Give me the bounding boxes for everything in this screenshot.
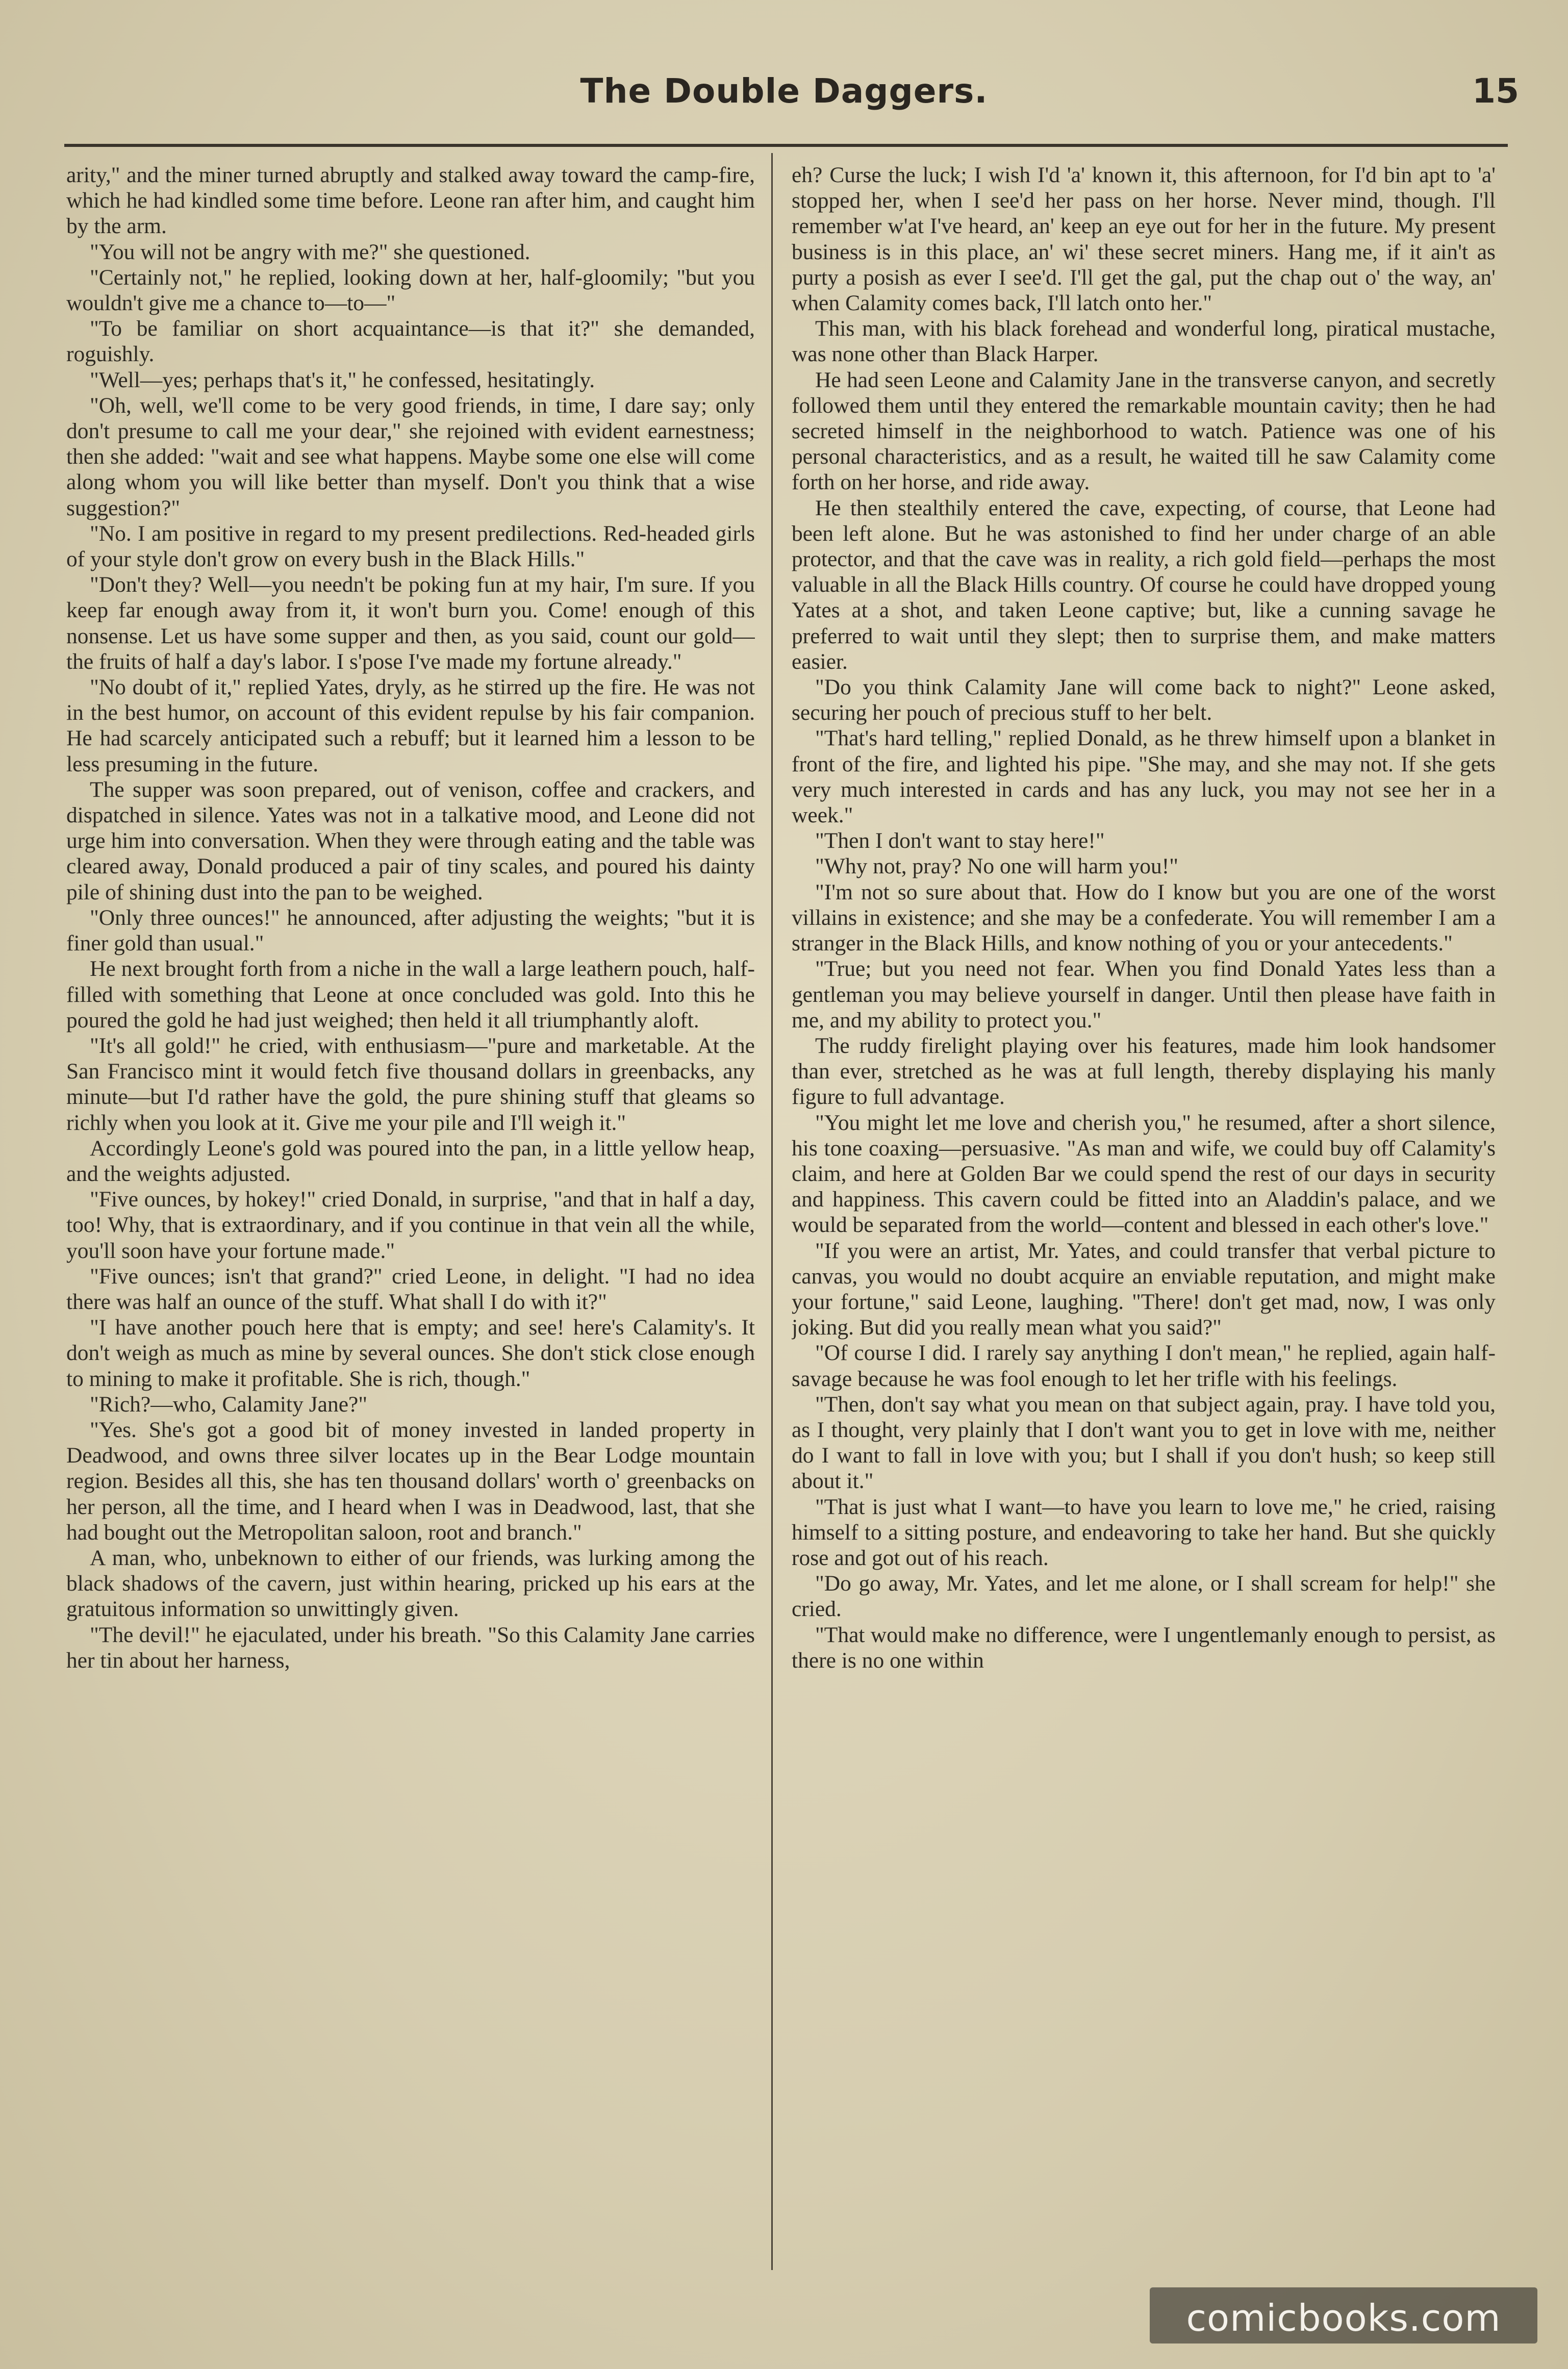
paragraph: "You will not be angry with me?" she questioned. <box>90 239 530 264</box>
paragraph: "Rich?—who, Calamity Jane?" <box>90 1392 368 1417</box>
paragraph: "To be familiar on short acquaintance—is that it?" she demanded, roguishly. <box>66 316 755 367</box>
paragraph: The supper was soon prepared, out of venison, coffee and crackers, and dispatched in silence. Yates was not in a talkative mood, and Leone did not urge him into conversation. When they were through eating and the table was cleared away, Donald produced a pair of tiny scales, and poured his dainty pile of shining dust into the pan to be weighed. <box>66 777 755 904</box>
page-header <box>0 66 1568 122</box>
paragraph: "Don't they? Well—you needn't be poking fun at my hair, I'm sure. If you keep far enough away from it, it won't burn you. Come! enough of this nonsense. Let us have some supper and then, as you said, count our gold—the fruits of half a day's labor. I s'pose I've made my fortune already." <box>66 572 755 674</box>
paragraph: He next brought forth from a niche in the wall a large leathern pouch, half-filled with something that Leone at once concluded was gold. Into this he poured the gold he had just weighed; then held it all triumphantly aloft. <box>66 956 755 1032</box>
paragraph: "Five ounces; isn't that grand?" cried Leone, in delight. "I had no idea there was half an ounce of the stuff. What shall I do with it?" <box>66 1264 755 1314</box>
paragraph: "Then, don't say what you mean on that subject again, pray. I have told you, as I thought, very plainly that I don't want you to get in love with me, neither do I want to fall in love with you; but I shall if you don't hush; so keep still about it." <box>792 1392 1496 1494</box>
paragraph: "If you were an artist, Mr. Yates, and could transfer that verbal picture to canvas, you would no doubt acquire an enviable reputation, and might make your fortune," said Leone, laughing. "There! don't get mad, now, I was only joking. But did you really mean what you said?" <box>792 1238 1496 1340</box>
paragraph: "Of course I did. I rarely say anything I don't mean," he replied, again half-savage because he was fool enough to let her trifle with his feelings. <box>792 1341 1496 1391</box>
column-divider <box>771 153 773 2270</box>
paragraph: arity," and the miner turned abruptly and stalked away toward the camp-fire, which he had kindled some time before. Leone ran after him, and caught him by the arm. <box>66 163 755 239</box>
paragraph: He had seen Leone and Calamity Jane in the transverse canyon, and secretly followed them until they entered the remarkable mountain cavity; then he had secreted himself in the neighborhood to watch. Patience was one of his personal characteristics, and as a result, he waited till he saw Calamity come forth on her horse, and ride away. <box>792 367 1496 495</box>
paragraph: "It's all gold!" he cried, with enthusiasm—"pure and marketable. At the San Francisco mint it would fetch five thousand dollars in greenbacks, any minute—but I'd rather have the gold, the pure shining stuff that gleams so richly when you look at it. Give me your pile and I'll weigh it." <box>66 1033 755 1135</box>
left-column <box>66 162 755 2269</box>
paragraph: "I'm not so sure about that. How do I know but you are one of the worst villains in existence; and she may be a confederate. You will remember I am a stranger in the Black Hills, and know nothing of you or your antecedents." <box>792 879 1496 956</box>
paragraph: He then stealthily entered the cave, expecting, of course, that Leone had been left alone. But he was astonished to find her under charge of an able protector, and that the cave was in reality, a rich gold field—perhaps the most valuable in all the Black Hills country. Of course he could have dropped young Yates at a shot, and taken Leone captive; but, like a cunning savage he preferred to wait until they slept; then to surprise them, and make matters easier. <box>792 495 1496 674</box>
page-number: 15 <box>1472 71 1519 111</box>
paragraph: "The devil!" he ejaculated, under his breath. "So this Calamity Jane carries her tin about her harness, <box>66 1622 755 1673</box>
paragraph: This man, with his black forehead and wonderful long, piratical mustache, was none other than Black Harper. <box>792 316 1496 367</box>
paragraph: "Why not, pray? No one will harm you!" <box>815 854 1179 879</box>
paragraph: "No doubt of it," replied Yates, dryly, as he stirred up the fire. He was not in the best humor, on account of this evident repulse by his fair companion. He had scarcely anticipated such a rebuff; but it learned him a lesson to be less presuming in the future. <box>66 675 755 776</box>
paragraph: "That would make no difference, were I ungentlemanly enough to persist, as there is no one within <box>792 1622 1496 1673</box>
paragraph: "Five ounces, by hokey!" cried Donald, in surprise, "and that in half a day, too! Why, that is extraordinary, and if you continue in that vein all the while, you'll soon have your fortune made." <box>66 1187 755 1263</box>
watermark-badge <box>1150 2287 1537 2343</box>
paragraph: "That is just what I want—to have you learn to love me," he cried, raising himself to a sitting posture, and endeavoring to take her hand. But she quickly rose and got out of his reach. <box>792 1494 1496 1570</box>
paragraph: "That's hard telling," replied Donald, as he threw himself upon a blanket in front of the fire, and lighted his pipe. "She may, and she may not. If she gets very much interested in cards and has any luck, you may not see her in a week." <box>792 726 1496 828</box>
paragraph: "True; but you need not fear. When you find Donald Yates less than a gentleman you may believe yourself in danger. Until then please have faith in me, and my ability to protect you." <box>792 956 1496 1032</box>
paragraph: "Well—yes; perhaps that's it," he confessed, hesitatingly. <box>90 367 595 392</box>
paragraph: Accordingly Leone's gold was poured into the pan, in a little yellow heap, and the weights adjusted. <box>66 1136 755 1186</box>
paragraph: "Yes. She's got a good bit of money invested in landed property in Deadwood, and owns three silver locates up in the Bear Lodge mountain region. Besides all this, she has ten thousand dollars' worth o' greenbacks on her person, all the time, and I heard when I was in Deadwood, last, that she had bought out the Metropolitan saloon, root and branch." <box>66 1417 755 1545</box>
paragraph: "Only three ounces!" he announced, after adjusting the weights; "but it is finer gold than usual." <box>66 905 755 956</box>
paragraph: "Oh, well, we'll come to be very good friends, in time, I dare say; only don't presume to call me your dear," she rejoined with evident earnestness; then she added: "wait and see what happens. Maybe some one else will come along whom you will like better than myself. Don't you think that a wise suggestion?" <box>66 393 755 520</box>
paragraph: "Do go away, Mr. Yates, and let me alone, or I shall scream for help!" she cried. <box>792 1571 1496 1622</box>
paragraph: "Certainly not," he replied, looking down at her, half-gloomily; "but you wouldn't give me a chance to—to—" <box>66 265 755 316</box>
right-column <box>792 162 1496 2269</box>
paragraph: A man, who, unbeknown to either of our friends, was lurking among the black shadows of the cavern, just within hearing, pricked up his ears at the gratuitous information so unwittingly given. <box>66 1545 755 1622</box>
paragraph: "I have another pouch here that is empty; and see! here's Calamity's. It don't weigh as much as mine by several ounces. She don't stick close enough to mining to make it profitable. She is rich, though." <box>66 1315 755 1391</box>
paragraph: eh? Curse the luck; I wish I'd 'a' known it, this afternoon, for I'd bin apt to 'a' stopped her, when I see'd her pass on her horse. Never mind, though. I'll remember w'at I've heard, an' keep an eye out for her in the future. My present business is in this place, an' wi' these secret miners. Hang me, if it ain't as purty a posish as ever I see'd. I'll get the gal, put the chap out o' the way, an' when Calamity comes back, I'll latch onto her." <box>792 163 1496 316</box>
paragraph: "Then I don't want to stay here!" <box>815 828 1105 853</box>
paragraph: The ruddy firelight playing over his features, made him look handsomer than ever, stretched as he was at full length, thereby displaying his manly figure to full advantage. <box>792 1033 1496 1110</box>
running-title: The Double Daggers. <box>580 71 988 111</box>
paragraph: "You might let me love and cherish you," he resumed, after a short silence, his tone coaxing—persuasive. "As man and wife, we could buy off Calamity's claim, and here at Golden Bar we could spend the rest of our days in security and happiness. This cavern could be fitted into an Aladdin's palace, and we would be separated from the world—content and blessed in each other's love." <box>792 1110 1496 1238</box>
watermark-text: comicbooks.com <box>1186 2297 1501 2339</box>
paragraph: "No. I am positive in regard to my present predilections. Red-headed girls of your style don't grow on every bush in the Black Hills." <box>66 521 755 572</box>
paragraph: "Do you think Calamity Jane will come back to night?" Leone asked, securing her pouch of precious stuff to her belt. <box>792 675 1496 725</box>
header-rule <box>64 144 1508 147</box>
